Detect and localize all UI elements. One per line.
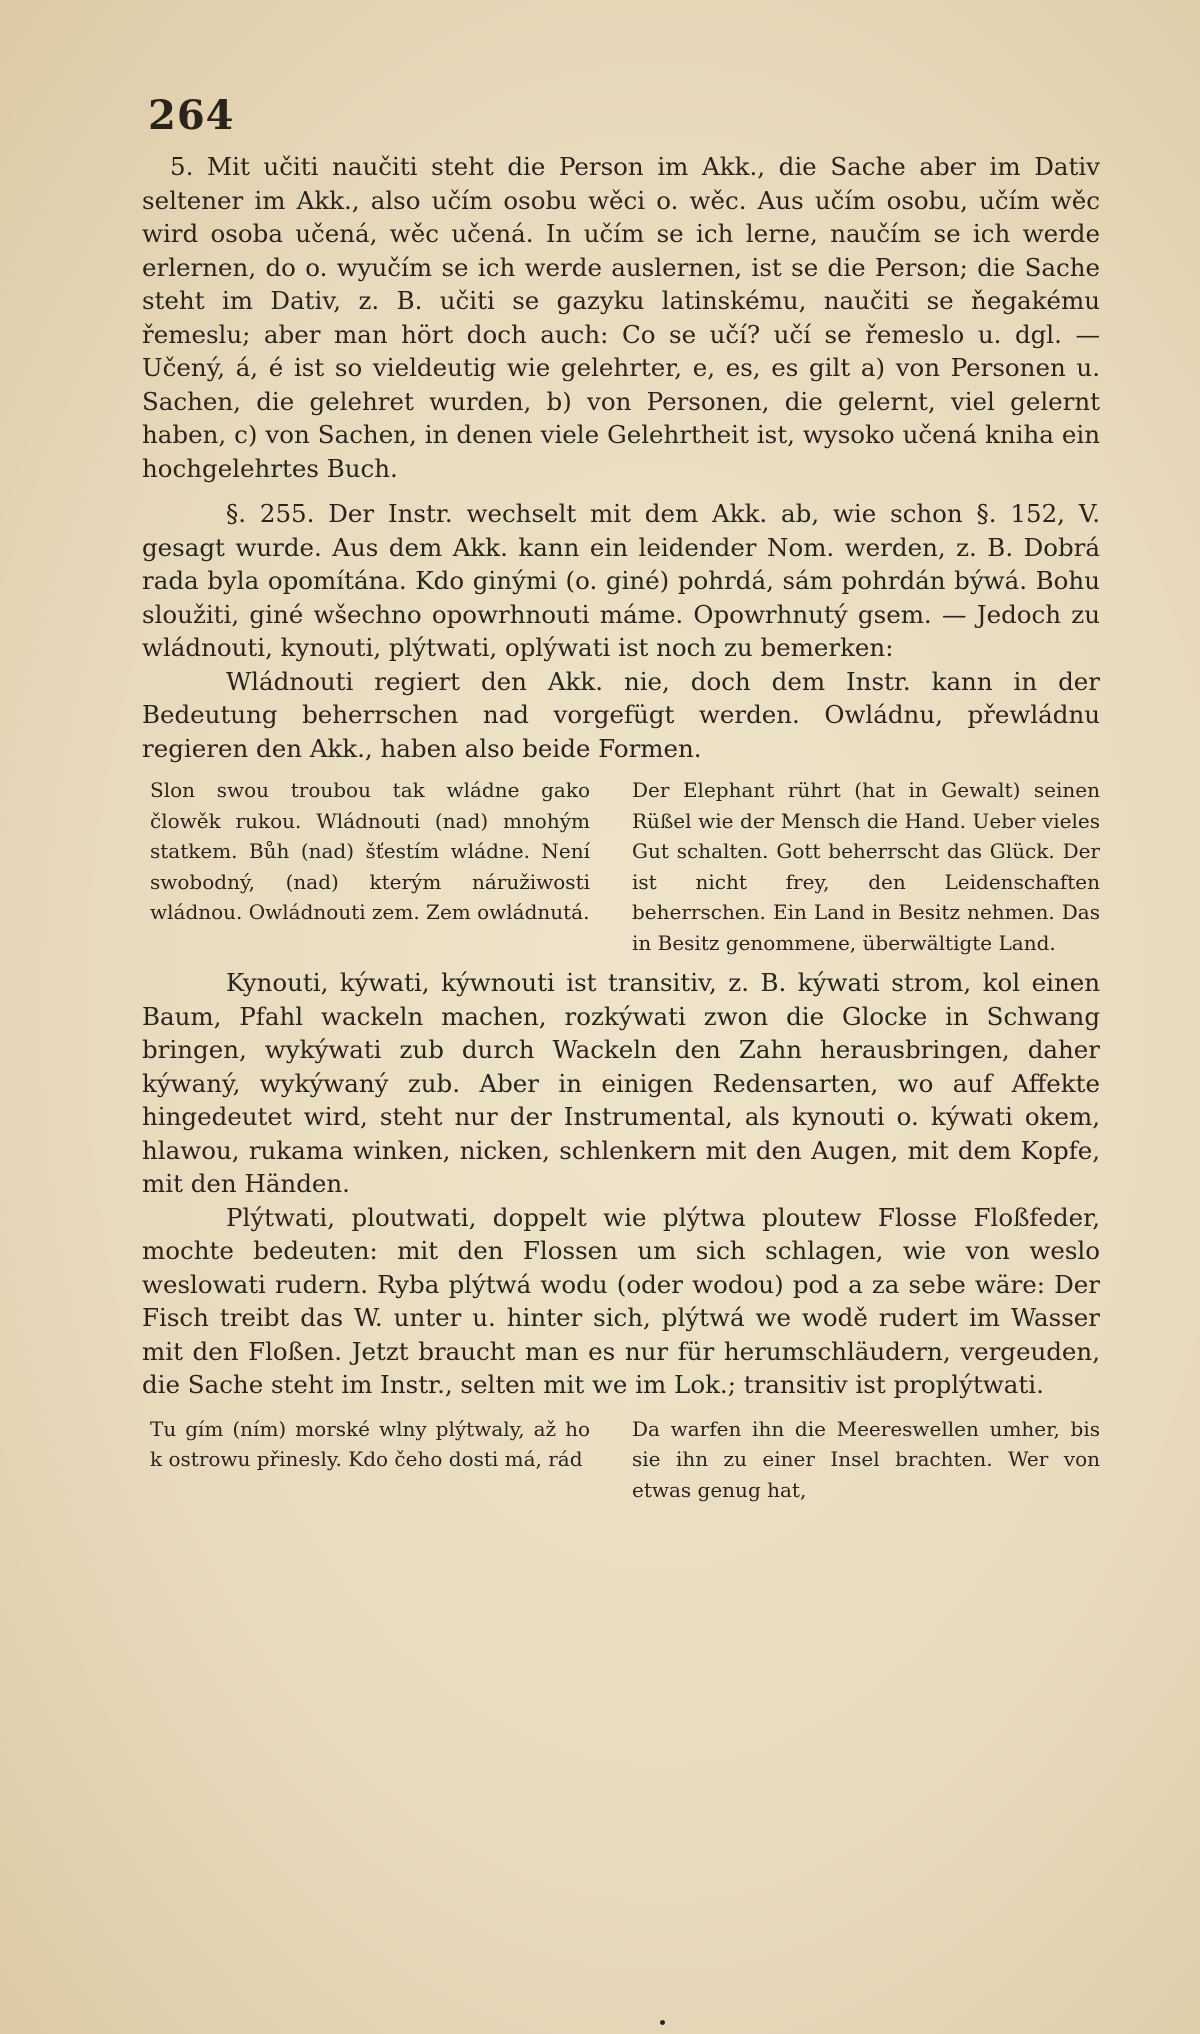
example-columns-1 xyxy=(142,775,1100,958)
example-german-1: Der Elephant rührt (hat in Gewalt) seinen Rüßel wie der Mensch die Hand. Ueber vieles Gut schalten. Gott beherrscht das Glück. Der ist nicht frey, den Leidenschaften beherrschen. Ein Land in Besitz nehmen. Das in Besitz genommene, überwältigte Land. xyxy=(632,778,1100,955)
paragraph-kynouti: Kynouti, kýwati, kýwnouti ist transitiv, z. B. kýwati strom, kol einen Baum, Pfahl wackeln machen, rozkýwati zwon die Glocke in Schwang bringen, wykýwati zub durch Wackeln den Zahn herausbringen, daher kýwaný, wykýwaný zub. Aber in einigen Redensarten, wo auf Affekte hingedeutet wird, steht nur der Instrumental, als kynouti o. kýwati okem, hlawou, rukama winken, nicken, schlenkern mit den Augen, mit dem Kopfe, mit den Händen. xyxy=(142,968,1100,1198)
page-number: 264 xyxy=(148,92,235,139)
paragraph-plytwati: Plýtwati, ploutwati, doppelt wie plýtwa ploutew Flosse Floßfeder, mochte bedeuten: mit den Flossen um sich schlagen, wie von weslo weslowati rudern. Ryba plýtwá wodu (oder wodou) pod a za sebe wäre: Der Fisch treibt das W. unter u. hinter sich, plýtwá we wodě rudert im Wasser mit den Floßen. Jetzt braucht man es nur für herumschläudern, vergeuden, die Sache steht im Instr., selten mit we im Lok.; transitiv ist proplýtwati. xyxy=(142,1202,1100,1399)
example-czech-2: Tu gím (ním) morské wlny plýtwaly, až ho k ostrowu přinesly. Kdo čeho dosti má, rád xyxy=(150,1416,590,1471)
paragraph-255: §. 255. Der Instr. wechselt mit dem Akk. ab, wie schon §. 152, V. gesagt wurde. Aus dem Akk. kann ein leidender Nom. werden, z. B. Dobrá rada byla opomítána. Kdo ginými (o. giné) pohrdá, sám pohrdán býwá. Bohu sloužiti, giné wšechno opowrhnouti máme. Opowrhnutý gsem. — Jedoch zu wládnouti, kynouti, plýtwati, oplýwati ist noch zu bemerken: xyxy=(142,499,1100,662)
paragraph-wladnouti: Wládnouti regiert den Akk. nie, doch dem Instr. kann in der Bedeutung beherrschen nad vorgefügt werden. Owládnu, přewládnu regieren den Akk., haben also beide Formen. xyxy=(142,666,1100,763)
example-czech-1: Slon swou troubou tak wládne gako člowěk rukou. Wládnouti (nad) mnohým statkem. Bůh (nad) šťestím wládne. Není swobodný, (nad) kterým náružiwosti wládnou. Owládnouti zem. Zem owládnutá. xyxy=(150,778,590,924)
section-gap xyxy=(142,485,1100,497)
paragraph-5: 5. Mit učiti naučiti steht die Person im Akk., die Sache aber im Dativ seltener im Akk., also učím osobu wěci o. wěc. Aus učím osobu, učím wěc wird osoba učená, wěc učená. In učím se ich lerne, naučím se ich werde erlernen, do o. wyučím se ich werde auslernen, ist se die Person; die Sache steht im Dativ, z. B. učiti se gazyku latinskému, naučiti se ňegakému řemeslu; aber man hört doch auch: Co se učí? učí se řemeslo u. dgl. — Učený, á, é ist so vieldeutig wie gelehrter, e, es, es gilt a) von Personen u. Sachen, die gelehret wurden, b) von Personen, die gelernt, viel gelernt haben, c) von Sachen, in denen viele Gelehrtheit ist, wysoko učená kniha ein hochgelehrtes Buch. xyxy=(142,152,1100,483)
example-columns-2 xyxy=(142,1414,1100,1506)
page-mark xyxy=(660,2020,665,2025)
page-body xyxy=(142,150,1100,1513)
example-german-2: Da warfen ihn die Meereswellen umher, bis sie ihn zu einer Insel brachten. Wer von etwas genug hat, xyxy=(632,1416,1100,1502)
